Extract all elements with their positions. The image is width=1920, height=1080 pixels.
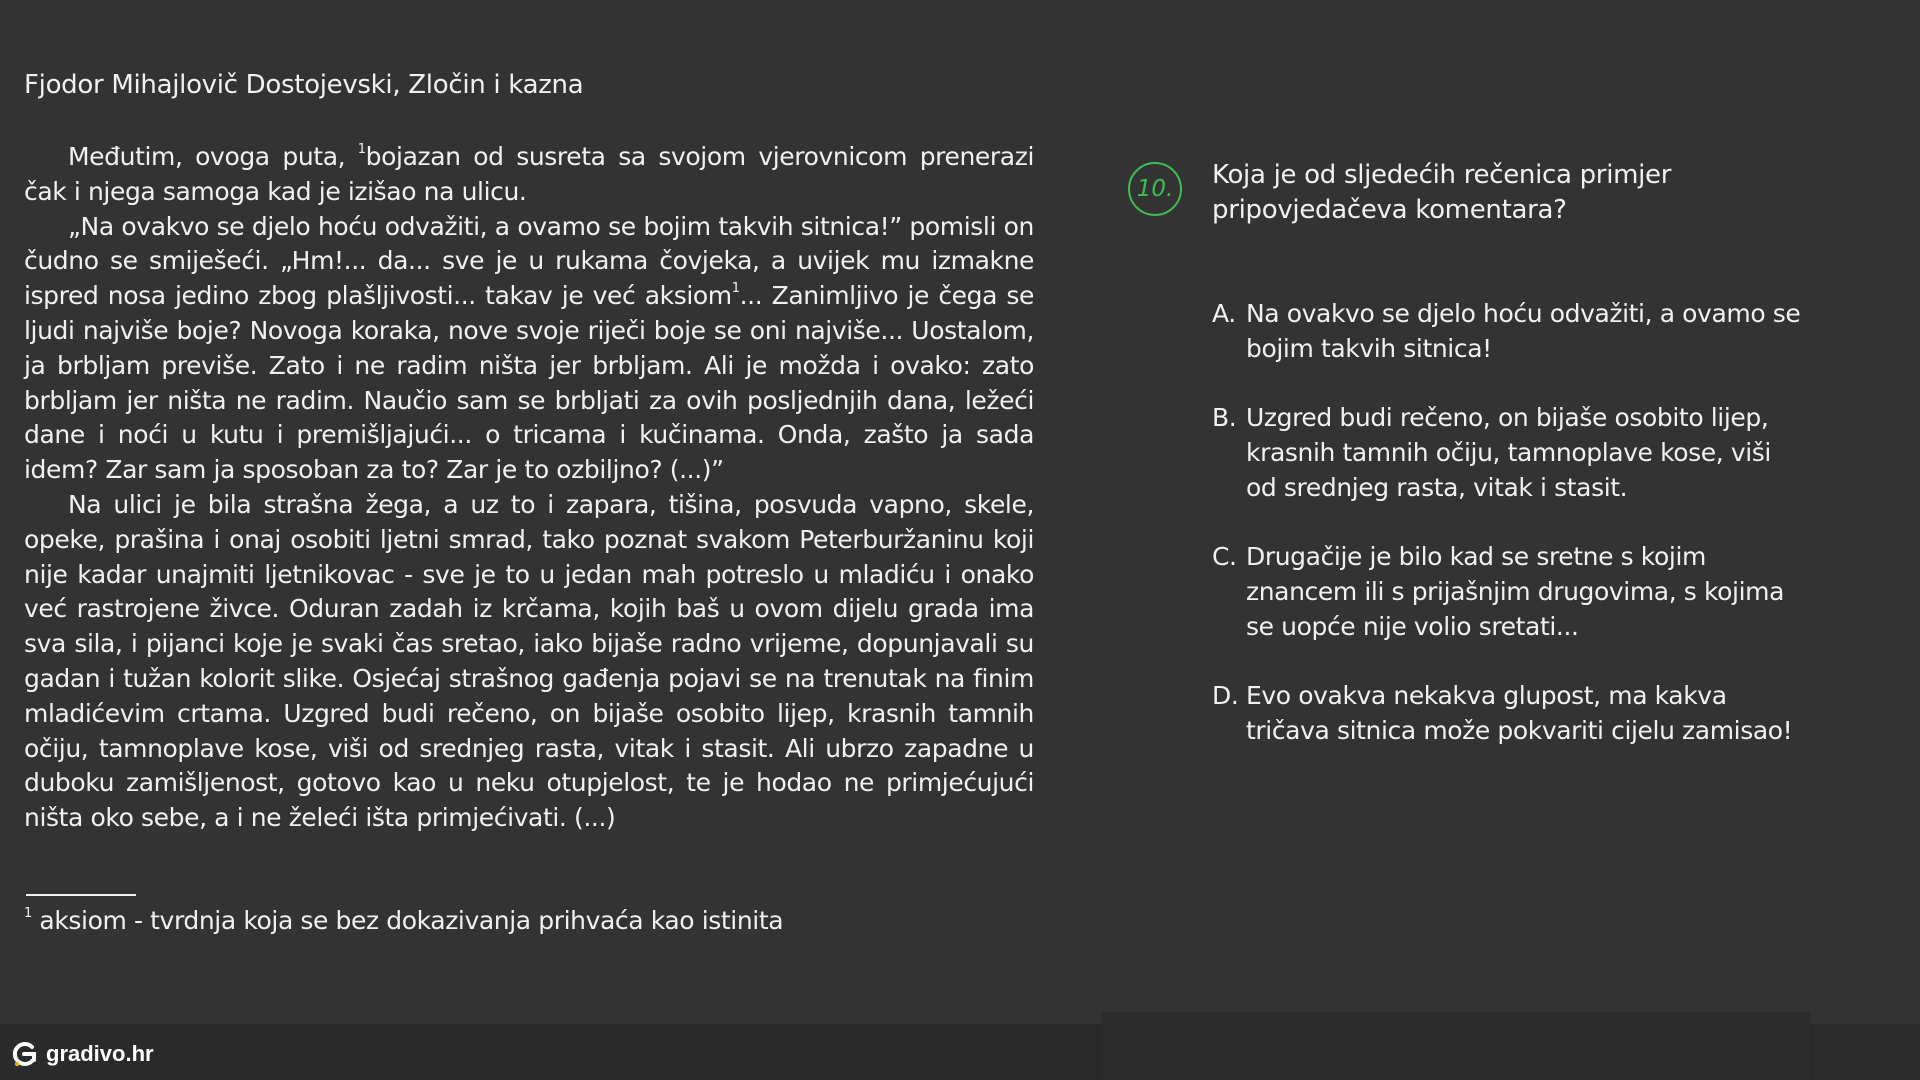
question-number-badge: 10. bbox=[1128, 162, 1182, 216]
passage-paragraph-3: Na ulici je bila strašna žega, a uz to i zapara, tišina, posvuda vapno, skele, opeke, prašina i onaj osobiti ljetni smrad, tako poznat svakom Peterburžaninu koji nije kadar unajmiti ljetnikovac - sve je to u jedan mah potreslo u mladiću i onako već rastrojene živce. Oduran zadah iz krčama, kojih baš u ovom dijelu grada ima sva sila, i pijanci koje je svaki čas sretao, iako bijaše radno vrijeme, dopunjavali su gadan i tužan kolorit slike. Osjećaj strašnog gađenja pojavi se na trenutak na finim mladićevim crtama. Uzgred budi rečeno, on bijaše osobito lijep, krasnih tamnih očiju, tamnoplave kose, viši od srednjeg rasta, vitak i stasit. Ali ubrzo zapadne u duboku zamišljenost, gotovo kao u neku otupjelost, te je hodao ne primjećujući ništa oko sebe, a i ne želeći išta primjećivati. (...) bbox=[24, 489, 1034, 833]
answer-text: Na ovakvo se djelo hoću odvažiti, a ovamo se bojim takvih sitnica! bbox=[1246, 299, 1801, 363]
answer-letter: D. bbox=[1212, 681, 1239, 710]
passage-text: bojazan od susreta sa svojom vjerovnicom prenerazi čak i njega samoga kad je izišao na ulicu. bbox=[24, 142, 1034, 206]
answer-option-c bbox=[1212, 539, 1802, 644]
passage-text: ... Zanimljivo je čega se ljudi najviše boje? Novoga koraka, nove svoje riječi boje se oni najviše... Uostalom, ja brbljam previše. Zato i ne radim ništa jer brbljam. Ali je možda i ovako: zato brbljam jer ništa ne radim. Naučio sam se brbljati za ovih posljednjih dana, ležeći dane i noći u kutu i premišljajući... o tricama i kučinama. Onda, zašto ja sada idem? Zar sam ja sposoban za to? Zar je to ozbiljno? (...)” bbox=[24, 281, 1034, 485]
source-title: Fjodor Mihajlovič Dostojevski, Zločin i kazna bbox=[24, 70, 584, 100]
answer-text: Drugačije je bilo kad se sretne s kojim znancem ili s prijašnjim drugovima, s kojima se uopće nije volio sretati... bbox=[1246, 542, 1785, 641]
brand-name: gradivo.hr bbox=[46, 1041, 154, 1066]
footnote-marker: 1 bbox=[731, 281, 740, 297]
footnote-divider bbox=[26, 894, 136, 896]
footnote bbox=[24, 906, 783, 935]
footnote-marker: 1 bbox=[357, 142, 366, 157]
answer-text: Uzgred budi rečeno, on bijaše osobito lijep, krasnih tamnih očiju, tamnoplave kose, viši od srednjeg rasta, vitak i stasit. bbox=[1246, 403, 1771, 502]
question-text: Koja je od sljedećih rečenica primjer pripovjedačeva komentara? bbox=[1212, 160, 1672, 225]
answer-option-d bbox=[1212, 678, 1802, 748]
passage-text: „Na ovakvo se djelo hoću odvažiti, a ovamo se bojim takvih sitnica!” pomisli on čudno se smiješeći. „Hm!... da... sve je u rukama čovjeka, a uvijek mu izmakne ispred nosa jedino zbog plašljivosti... takav je već aksiom bbox=[24, 211, 1034, 311]
answer-option-b bbox=[1212, 400, 1802, 505]
footnote-marker: 1 bbox=[24, 906, 32, 921]
answer-letter: A. bbox=[1212, 299, 1236, 328]
gradivo-logo-icon bbox=[10, 1040, 38, 1068]
bottom-overlay-strip-right bbox=[1814, 1024, 1920, 1080]
brand-watermark[interactable] bbox=[10, 1040, 154, 1068]
passage-text: Međutim, ovoga puta, bbox=[68, 142, 358, 171]
bottom-overlay-strip bbox=[1102, 1012, 1810, 1080]
answer-options bbox=[1212, 296, 1802, 782]
answer-text: Evo ovakva nekakva glupost, ma kakva tričava sitnica može pokvariti cijelu zamisao! bbox=[1246, 681, 1793, 745]
passage-paragraph-2 bbox=[24, 210, 1034, 488]
literary-passage bbox=[24, 140, 1034, 836]
passage-paragraph-1 bbox=[24, 140, 1034, 210]
answer-letter: B. bbox=[1212, 403, 1237, 432]
footnote-text: aksiom - tvrdnja koja se bez dokazivanja prihvaća kao istinita bbox=[31, 906, 784, 935]
answer-letter: C. bbox=[1212, 542, 1237, 571]
answer-option-a bbox=[1212, 296, 1802, 366]
